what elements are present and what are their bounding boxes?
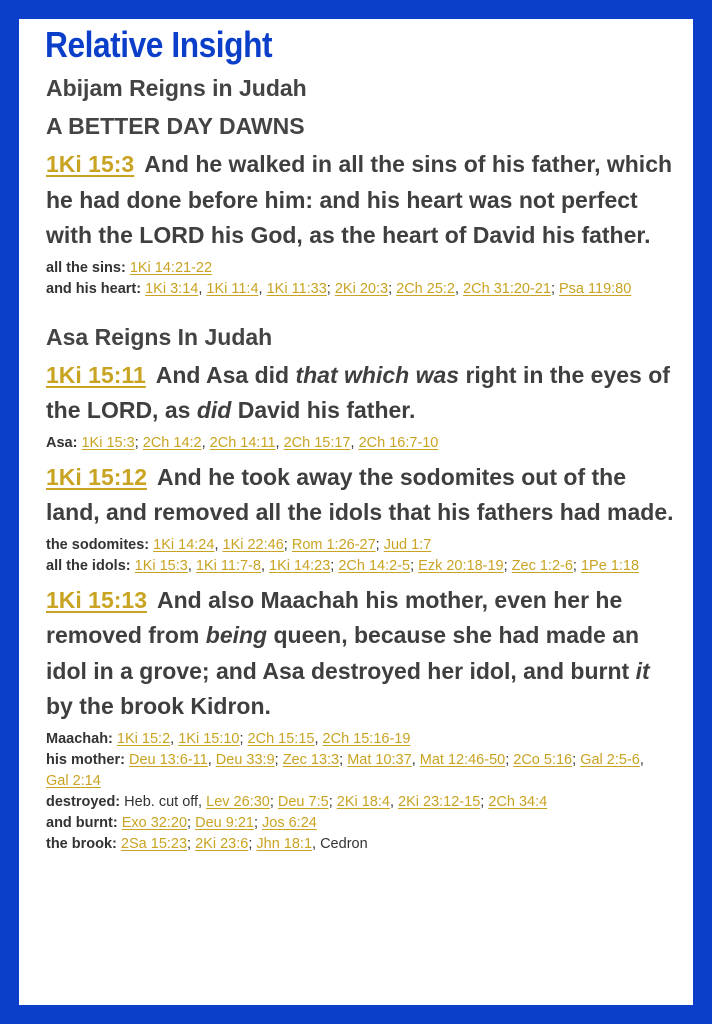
cross-reference-separator: ; [505,751,514,768]
section-heading: A BETTER DAY DAWNS [46,113,305,139]
cross-reference-line [46,535,664,556]
cross-reference-separator: ; [328,793,337,810]
cross-reference-label: Maachah: [46,730,113,747]
cross-reference-link[interactable]: 1Ki 14:24 [153,536,215,553]
cross-reference-link[interactable]: Ezk 20:18-19 [418,557,504,574]
cross-reference-separator: ; [274,751,283,768]
cross-reference-separator: ; [330,557,339,574]
cross-reference-link[interactable]: 2Ch 25:2 [396,280,455,297]
section-spacer [46,306,693,318]
cross-reference-link[interactable]: 1Ki 22:46 [222,536,284,553]
cross-references [46,729,693,855]
cross-reference-link[interactable]: Jos 6:24 [262,814,317,831]
cross-reference-link[interactable]: Gal 2:14 [46,772,101,789]
cross-reference-separator: , [275,434,284,451]
cross-reference-link[interactable]: 1Ki 3:14 [145,280,199,297]
cross-reference-link[interactable]: 2Ch 14:2-5 [338,557,411,574]
cross-reference-link[interactable]: 1Ki 15:10 [178,730,240,747]
verse-italic-text: it [635,657,650,684]
cross-reference-link[interactable]: Mat 12:46-50 [419,751,506,768]
cross-reference-link[interactable]: Lev 26:30 [206,793,270,810]
cross-reference-link[interactable]: 2Ch 34:4 [488,793,548,810]
verse-segment: David his father. [231,397,416,423]
cross-reference-label: the sodomites: [46,536,150,553]
cross-reference-line [46,729,664,750]
verse-reference-link[interactable]: 1Ki 15:3 [46,151,135,177]
cross-reference-link[interactable]: 2Ki 23:12-15 [398,793,481,810]
cross-reference-separator: , [411,751,420,768]
cross-reference-link[interactable]: 1Pe 1:18 [580,557,640,574]
verse-segment: queen, because she had made an idol in a grove; and Asa destroyed her idol, and burnt [46,622,640,684]
cross-reference-link[interactable]: 2Ch 14:11 [209,434,276,451]
section-heading: Abijam Reigns in Judah [46,75,307,101]
cross-reference-link[interactable]: Jud 1:7 [383,536,432,553]
cross-reference-link[interactable]: 1Ki 15:3 [134,557,188,574]
cross-reference-link[interactable]: 2Sa 15:23 [120,835,188,852]
cross-reference-separator: ; [503,557,512,574]
cross-reference-separator: ; [572,751,581,768]
verse-reference-link[interactable]: 1Ki 15:12 [46,463,148,490]
cross-reference-link[interactable]: 1Ki 11:33 [266,280,327,297]
cross-reference-separator: ; [283,536,292,553]
cross-reference-link[interactable]: Rom 1:26-27 [291,536,376,553]
cross-reference-link[interactable]: 2Co 5:16 [513,751,573,768]
cross-reference-separator: , [207,751,216,768]
cross-reference-link[interactable]: Deu 13:6-11 [128,751,208,768]
cross-reference-label: the brook: [46,835,117,852]
cross-reference-separator: ; [375,536,384,553]
verse-italic-text: being [205,622,268,648]
cross-reference-link[interactable]: Deu 33:9 [215,751,275,768]
verse-reference-link[interactable]: 1Ki 15:11 [46,361,146,388]
cross-reference-line [46,279,664,300]
cross-reference-separator: , [198,280,207,297]
cross-reference-separator: ; [339,751,348,768]
verse-italic-text: that which was [295,361,460,388]
verse-text [46,583,676,725]
verse-segment: by the brook Kidron. [46,693,271,719]
cross-reference-separator: , [170,730,179,747]
cross-reference-separator: ; [410,557,419,574]
cross-reference-separator: , [639,751,644,768]
cross-reference-separator: , [455,280,464,297]
cross-reference-link[interactable]: Psa 119:80 [559,280,632,297]
verse-segment: right in the eyes of the LORD, as [46,361,670,423]
cross-reference-link[interactable]: 1Ki 15:2 [116,730,171,747]
page-card [19,19,693,1005]
cross-reference-separator: ; [248,835,257,852]
cross-reference-separator: , Cedron [312,835,368,852]
cross-reference-link[interactable]: 2Ch 15:16-19 [322,730,411,747]
cross-reference-link[interactable]: Deu 7:5 [277,793,329,810]
cross-reference-label: all the sins: [46,259,126,276]
cross-references [46,258,693,300]
cross-reference-link[interactable]: 1Ki 11:7-8 [195,557,261,574]
cross-reference-link[interactable]: 2Ki 18:4 [336,793,390,810]
cross-reference-line [46,750,664,792]
verse-text [46,460,676,531]
cross-reference-link[interactable]: Gal 2:5-6 [580,751,640,768]
cross-reference-link[interactable]: Jhn 18:1 [256,835,313,852]
cross-reference-separator: ; [253,814,263,831]
cross-reference-label: Asa: [46,434,78,451]
sections-container [46,69,693,855]
cross-reference-line [46,258,664,279]
cross-reference-separator: ; [187,814,196,831]
cross-reference-line [46,556,664,577]
verse-segment: And Asa did [155,361,296,388]
cross-reference-separator: , [201,434,210,451]
cross-reference-separator: , [214,536,223,553]
cross-reference-separator: ; [388,280,397,297]
cross-reference-link[interactable]: Deu 9:21 [195,814,254,831]
cross-reference-line [46,433,664,454]
cross-reference-separator: ; [134,434,143,451]
cross-reference-label: all the idols: [46,557,131,574]
cross-reference-link[interactable]: Zec 13:3 [282,751,340,768]
cross-reference-link[interactable]: 2Ki 20:3 [334,280,389,297]
cross-reference-label: and his heart: [46,280,142,297]
verse-text [46,147,676,254]
cross-reference-link[interactable]: 1Ki 15:3 [81,434,135,451]
verse-segment: And he took away the sodomites out of the land, and removed all the idols that his fathers had made. [46,463,674,525]
cross-reference-link[interactable]: Zec 1:2-6 [511,557,573,574]
cross-references [46,535,693,577]
cross-reference-link[interactable]: 1Ki 11:4 [206,280,259,297]
cross-reference-link[interactable]: 2Ch 31:20-21 [463,280,551,297]
cross-reference-link[interactable]: 2Ch 15:15 [247,730,315,747]
cross-reference-separator: Heb. cut off, [124,793,207,810]
verse-text [46,358,676,429]
cross-reference-link[interactable]: 2Ch 15:17 [283,434,351,451]
cross-reference-separator: , [258,280,267,297]
cross-reference-separator: ; [187,835,196,852]
cross-reference-separator: , [350,434,359,451]
cross-reference-separator: , [314,730,323,747]
cross-reference-separator: , [389,793,399,810]
cross-reference-line [46,834,664,855]
cross-reference-label: his mother: [46,751,125,768]
cross-reference-separator: , [260,557,269,574]
cross-reference-separator: ; [480,793,489,810]
cross-reference-separator: ; [239,730,248,747]
section-heading: Asa Reigns In Judah [46,323,273,350]
cross-reference-link[interactable]: Exo 32:20 [121,814,188,831]
cross-reference-label: and burnt: [46,814,118,831]
cross-reference-line [46,813,664,834]
cross-reference-link[interactable]: 2Ch 14:2 [142,434,202,451]
cross-references [46,433,693,454]
cross-reference-link[interactable]: 2Ki 23:6 [195,835,249,852]
content [19,19,693,855]
cross-reference-separator: , [187,557,196,574]
cross-reference-link[interactable]: 1Ki 14:23 [269,557,331,574]
verse-segment: And he walked in all the sins of his father, which he had done before him: and his heart was not perfect with the LORD his God, as the heart of David his father. [46,151,673,248]
verse-segment: And also Maachah his mother, even her he removed from [46,586,623,648]
cross-reference-line [46,792,664,813]
app-title: Relative Insight [45,24,273,65]
cross-reference-separator: ; [550,280,559,297]
cross-reference-separator: ; [269,793,278,810]
verse-reference-link[interactable]: 1Ki 15:13 [46,586,148,613]
cross-reference-separator: ; [326,280,335,297]
cross-reference-link[interactable]: Mat 10:37 [347,751,412,768]
verse-italic-text: did [196,397,232,423]
cross-reference-link[interactable]: 1Ki 14:21-22 [129,259,213,276]
cross-reference-link[interactable]: 2Ch 16:7-10 [358,434,439,451]
cross-reference-label: destroyed: [46,793,121,810]
cross-reference-separator: ; [572,557,581,574]
